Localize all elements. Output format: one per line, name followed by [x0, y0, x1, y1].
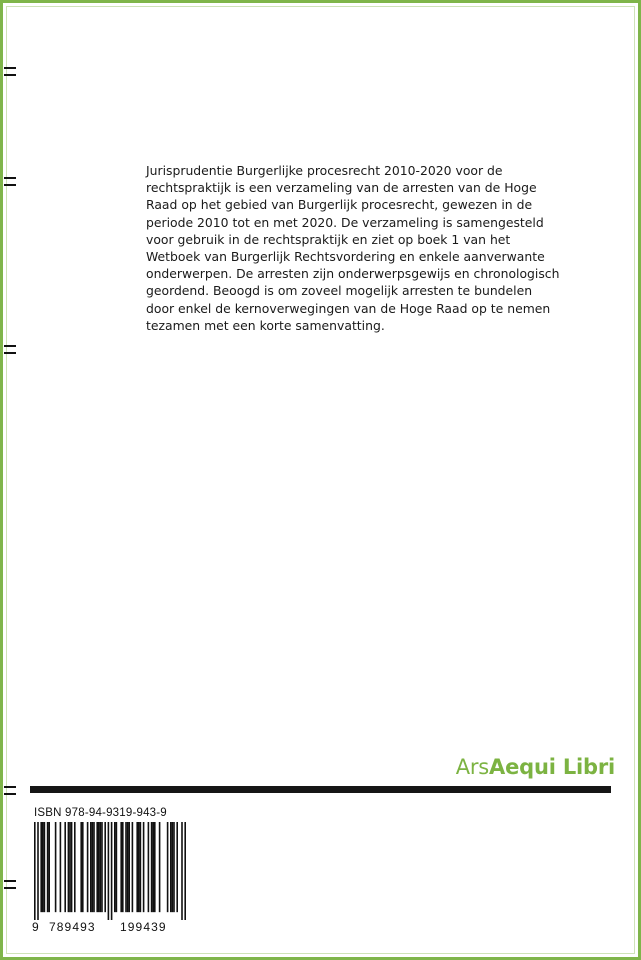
- barcode-bar: [96, 822, 98, 912]
- blurb-line: door enkel de kernoverwegingen van de Hoge Raad op te nemen: [146, 300, 551, 316]
- barcode-bar: [40, 822, 42, 912]
- barcode-bar: [42, 822, 44, 912]
- blurb-line: geordend. Beoogd is om zoveel mogelijk arresten te bundelen: [146, 283, 533, 299]
- barcode-bar: [92, 822, 94, 912]
- isbn-barcode: [34, 822, 186, 920]
- barcode-bar: [100, 822, 102, 912]
- barcode-bar: [98, 822, 100, 912]
- barcode-bar: [47, 822, 49, 912]
- barcode-bar: [172, 822, 174, 912]
- barcode-bar: [93, 822, 95, 912]
- barcode-bar: [44, 822, 46, 912]
- crop-marker: [4, 345, 16, 354]
- barcode-bar: [120, 822, 122, 912]
- barcode-bar: [152, 822, 154, 912]
- publisher-logo-ars: Ars: [455, 755, 490, 779]
- barcode-bar: [128, 822, 130, 912]
- barcode-bar: [151, 822, 153, 912]
- crop-marker: [4, 786, 16, 795]
- blurb-line: onderwerpen. De arresten zijn onderwerpsgewijs en chronologisch: [146, 266, 560, 282]
- barcode-guard-bar: [184, 822, 186, 920]
- barcode-bar: [101, 822, 103, 912]
- barcode-bar: [60, 822, 62, 912]
- barcode-bar: [173, 822, 175, 912]
- barcode-bar: [68, 822, 70, 912]
- barcode-bar: [170, 822, 172, 912]
- isbn-text: ISBN 978-94-9319-943-9: [34, 807, 167, 819]
- blurb-line: tezamen met een korte samenvatting.: [146, 317, 385, 333]
- barcode-bar: [138, 822, 140, 912]
- barcode-bar: [132, 822, 134, 912]
- barcode-bar: [82, 822, 84, 912]
- publisher-logo-aequi-libri: Aequi Libri: [489, 755, 615, 779]
- barcode-bar: [48, 822, 50, 912]
- publisher-logo: [456, 755, 615, 779]
- blurb-line: Jurisprudentie Burgerlijke procesrecht 2010-2020 voor de: [146, 163, 503, 178]
- blurb-line: voor gebruik in de rechtspraktijk en ziet op boek 1 van het: [146, 231, 511, 247]
- barcode-bar: [74, 822, 76, 912]
- crop-marker: [4, 880, 16, 889]
- barcode-bar: [87, 822, 89, 912]
- blurb-line: Wetboek van Burgerlijk Rechtsvordering en enkele aanverwante: [146, 249, 545, 265]
- barcode-bar: [127, 822, 129, 912]
- crop-marker: [4, 67, 16, 76]
- barcode-bar: [80, 822, 82, 912]
- divider-bar: [30, 786, 611, 793]
- barcode-bar: [122, 822, 124, 912]
- barcode-bar: [136, 822, 138, 912]
- barcode-digits-left: 789493: [49, 920, 96, 934]
- barcode-guard-bar: [34, 822, 36, 920]
- blurb-line: rechtspraktijk is een verzameling van de arresten van de Hoge: [146, 180, 537, 196]
- barcode-guard-bar: [108, 822, 110, 920]
- back-cover-blurb: [146, 162, 566, 334]
- barcode-guard-bar: [37, 822, 39, 920]
- barcode-bar: [154, 822, 156, 912]
- crop-marker: [4, 177, 16, 186]
- barcode-bar: [159, 822, 161, 912]
- barcode-bar: [167, 822, 169, 912]
- barcode-digits-right: 199439: [120, 920, 167, 934]
- barcode-bar: [143, 822, 145, 912]
- barcode-bar: [176, 822, 178, 912]
- barcode-bar: [71, 822, 73, 912]
- barcode-digit-first: 9: [32, 920, 40, 934]
- barcode-bar: [90, 822, 92, 912]
- barcode-bar: [114, 822, 116, 912]
- barcode-bar: [64, 822, 66, 912]
- barcode-guard-bar: [181, 822, 183, 920]
- barcode-bar: [104, 822, 106, 912]
- barcode-bar: [55, 822, 57, 912]
- barcode-bar: [148, 822, 150, 912]
- blurb-line: periode 2010 tot en met 2020. De verzameling is samengesteld: [146, 214, 544, 230]
- barcode-bar: [69, 822, 71, 912]
- barcode-bar: [140, 822, 142, 912]
- barcode-bar: [125, 822, 127, 912]
- barcode-bar: [116, 822, 118, 912]
- barcode-guard-bar: [111, 822, 113, 920]
- blurb-line: Raad op het gebied van Burgerlijk procesrecht, gewezen in de: [146, 197, 533, 213]
